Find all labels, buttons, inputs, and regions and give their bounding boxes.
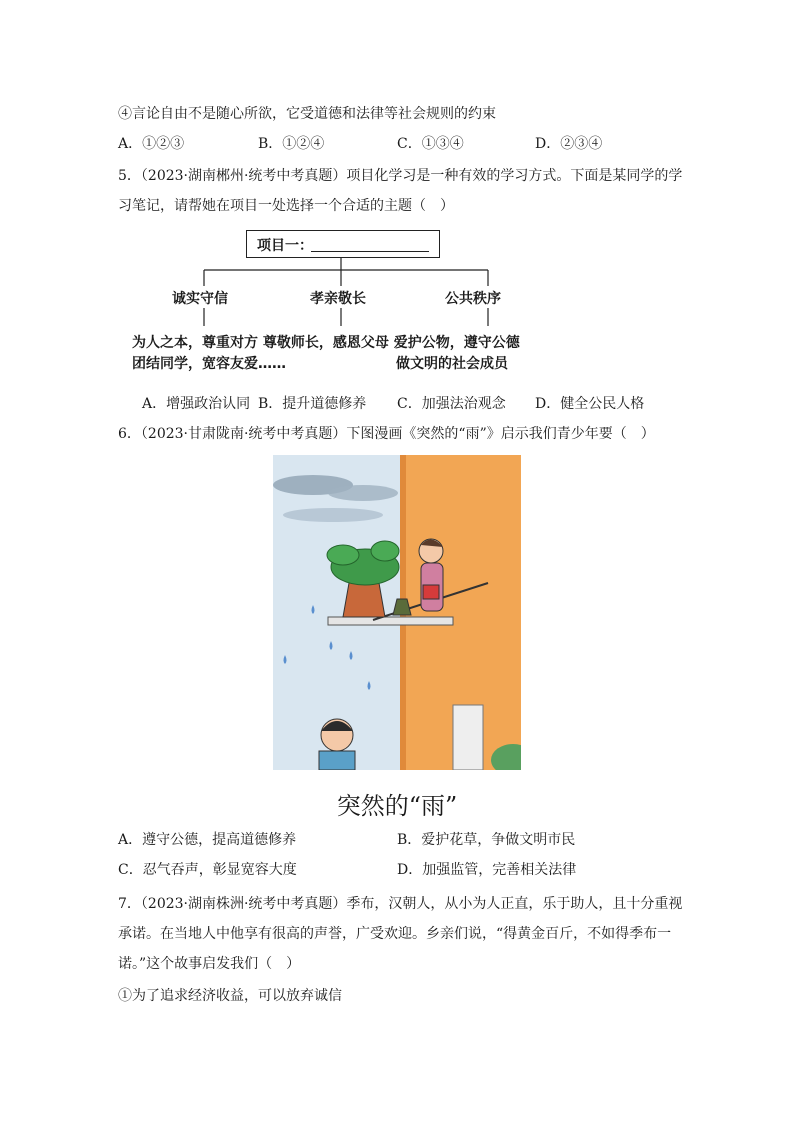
balcony-ledge bbox=[328, 617, 453, 625]
q6-option-a[interactable]: A．遵守公德，提高道德修养 bbox=[118, 832, 297, 848]
cloud-2 bbox=[328, 485, 398, 501]
cloud-3 bbox=[283, 508, 383, 522]
flower-pot bbox=[343, 583, 385, 617]
q4-option-c[interactable]: C．①③④ bbox=[397, 136, 464, 152]
project-root-label: 项目一： bbox=[257, 238, 313, 254]
q4-option-d[interactable]: D．②③④ bbox=[535, 136, 603, 152]
q5-option-a[interactable]: A．增强政治认同 bbox=[142, 396, 251, 412]
q5-option-d[interactable]: D．健全公民人格 bbox=[535, 396, 645, 412]
q7-stem-line2: 承诺。在当地人中他享有很高的声誉，广受欢迎。乡亲们说，“得黄金百斤，不如得季布一 bbox=[118, 926, 672, 942]
q4-option-a[interactable]: A．①②③ bbox=[118, 136, 185, 152]
cartoon-caption: 突然的“雨” bbox=[336, 792, 458, 820]
q6-stem: 6．（2023·甘肃陇南·统考中考真题）下图漫画《突然的“雨”》启示我们青少年要（ ） bbox=[118, 426, 655, 442]
window-bars bbox=[453, 705, 483, 770]
q7-stem-line3: 诺。”这个故事启发我们（ ） bbox=[118, 956, 301, 972]
watering-can bbox=[423, 585, 439, 599]
q6-option-d[interactable]: D．加强监管，完善相关法律 bbox=[397, 862, 577, 878]
q4-option-b[interactable]: B．①②④ bbox=[258, 136, 325, 152]
branch-public-order: 公共秩序 bbox=[445, 291, 501, 307]
details-line2-left: 团结同学，宽容友爱…… bbox=[132, 356, 286, 372]
q4-statement-4: ④言论自由不是随心所欲，它受道德和法律等社会规则的约束 bbox=[118, 106, 496, 122]
q5-stem-line2: 习笔记，请帮她在项目一处选择一个合适的主题（ ） bbox=[118, 198, 454, 214]
details-line2-right: 做文明的社会成员 bbox=[396, 356, 508, 372]
project-diagram bbox=[120, 226, 570, 376]
boy-body bbox=[319, 751, 355, 770]
branch-honesty: 诚实守信 bbox=[172, 291, 228, 307]
q5-option-b[interactable]: B．提升道德修养 bbox=[258, 396, 367, 412]
details-line1: 为人之本，尊重对方 尊敬师长，感恩父母 爱护公物，遵守公德 bbox=[132, 335, 520, 351]
cartoon-sudden-rain bbox=[273, 455, 521, 770]
plant-leaf-right bbox=[371, 541, 399, 561]
q6-option-c[interactable]: C．忍气吞声，彰显宽容大度 bbox=[118, 862, 297, 878]
branch-filial: 孝亲敬长 bbox=[310, 291, 366, 307]
q5-option-c[interactable]: C．加强法治观念 bbox=[397, 396, 506, 412]
q7-statement-1: ①为了追求经济收益，可以放弃诚信 bbox=[118, 988, 342, 1004]
plant-leaf-left bbox=[327, 545, 359, 565]
q6-option-b[interactable]: B．爱护花草，争做文明市民 bbox=[397, 832, 576, 848]
q7-stem-line1: 7．（2023·湖南株洲·统考中考真题）季布，汉朝人，从小为人正直，乐于助人，且十分重视 bbox=[118, 896, 683, 912]
q5-stem-line1: 5．（2023·湖南郴州·统考中考真题）项目化学习是一种有效的学习方式。下面是某同学的学 bbox=[118, 168, 683, 184]
